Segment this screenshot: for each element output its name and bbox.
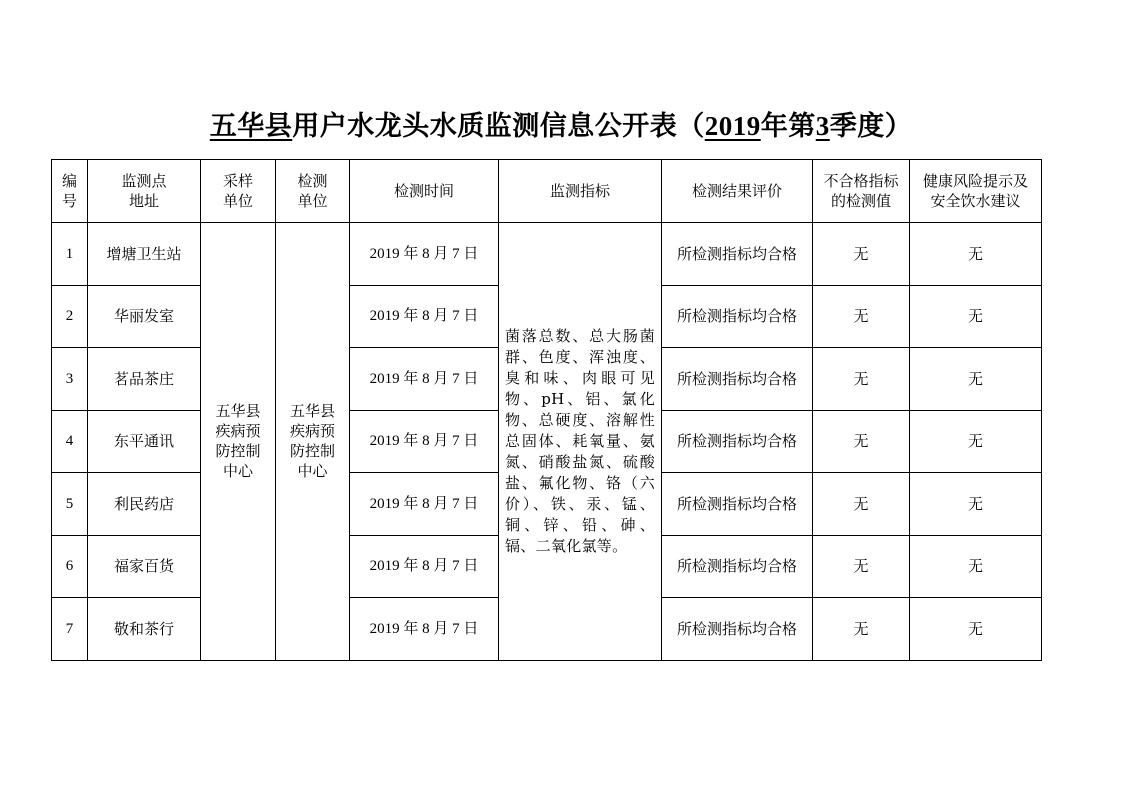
row-advice: 无 [910,410,1042,473]
row-no: 2 [52,285,88,348]
row-advice: 无 [910,473,1042,536]
header-no: 编 号 [52,160,88,223]
title-quarter: 3 [815,111,830,141]
title-year: 2019 [704,111,761,141]
row-result: 所检测指标均合格 [662,473,813,536]
row-no: 3 [52,348,88,411]
row-site: 茗品茶庄 [88,348,201,411]
row-advice: 无 [910,285,1042,348]
row-site: 华丽发室 [88,285,201,348]
row-time: 2019 年 8 月 7 日 [350,598,499,661]
table-row [52,223,1042,286]
title-main: 用户水龙头水质监测信息公开表（ [292,111,705,142]
row-site: 利民药店 [88,473,201,536]
row-result: 所检测指标均合格 [662,223,813,286]
header-time: 检测时间 [350,160,499,223]
row-result: 所检测指标均合格 [662,348,813,411]
row-site: 增塘卫生站 [88,223,201,286]
header-row [52,160,1042,223]
row-time: 2019 年 8 月 7 日 [350,535,499,598]
row-advice: 无 [910,535,1042,598]
row-unqualified: 无 [813,473,910,536]
header-indicators: 监测指标 [499,160,662,223]
row-time: 2019 年 8 月 7 日 [350,410,499,473]
page-title [0,104,1122,143]
water-quality-table [51,159,1042,661]
row-no: 5 [52,473,88,536]
row-advice: 无 [910,223,1042,286]
row-no: 6 [52,535,88,598]
row-result: 所检测指标均合格 [662,535,813,598]
row-site: 东平通讯 [88,410,201,473]
row-no: 4 [52,410,88,473]
row-unqualified: 无 [813,535,910,598]
row-unqualified: 无 [813,285,910,348]
row-result: 所检测指标均合格 [662,285,813,348]
row-unqualified: 无 [813,410,910,473]
row-time: 2019 年 8 月 7 日 [350,223,499,286]
tester-unit: 五华县 疾病预 防控制 中心 [276,223,350,661]
header-tester: 检测 单位 [276,160,350,223]
header-advice: 健康风险提示及 安全饮水建议 [910,160,1042,223]
row-no: 7 [52,598,88,661]
row-result: 所检测指标均合格 [662,410,813,473]
header-unqualified: 不合格指标 的检测值 [813,160,910,223]
row-advice: 无 [910,598,1042,661]
row-advice: 无 [910,348,1042,411]
row-time: 2019 年 8 月 7 日 [350,473,499,536]
header-sampler: 采样 单位 [201,160,276,223]
title-county: 五华县 [209,111,293,142]
row-no: 1 [52,223,88,286]
header-site: 监测点 地址 [88,160,201,223]
title-year-suffix: 年第 [760,111,816,142]
title-end: 季度） [829,111,913,142]
monitoring-indicators: 菌落总数、总大肠菌群、色度、浑浊度、臭和味、肉眼可见物、pH、铝、氯化物、总硬度、溶解性总固体、耗氧量、氨氮、硝酸盐氮、硫酸盐、氟化物、铬（六价）、铁、汞、锰、铜、锌、铅、砷、镉、二氧化氯等。 [499,223,662,661]
row-time: 2019 年 8 月 7 日 [350,348,499,411]
row-unqualified: 无 [813,598,910,661]
sampler-unit: 五华县 疾病预 防控制 中心 [201,223,276,661]
row-site: 敬和茶行 [88,598,201,661]
row-time: 2019 年 8 月 7 日 [350,285,499,348]
row-result: 所检测指标均合格 [662,598,813,661]
row-unqualified: 无 [813,348,910,411]
row-site: 福家百货 [88,535,201,598]
header-result: 检测结果评价 [662,160,813,223]
row-unqualified: 无 [813,223,910,286]
